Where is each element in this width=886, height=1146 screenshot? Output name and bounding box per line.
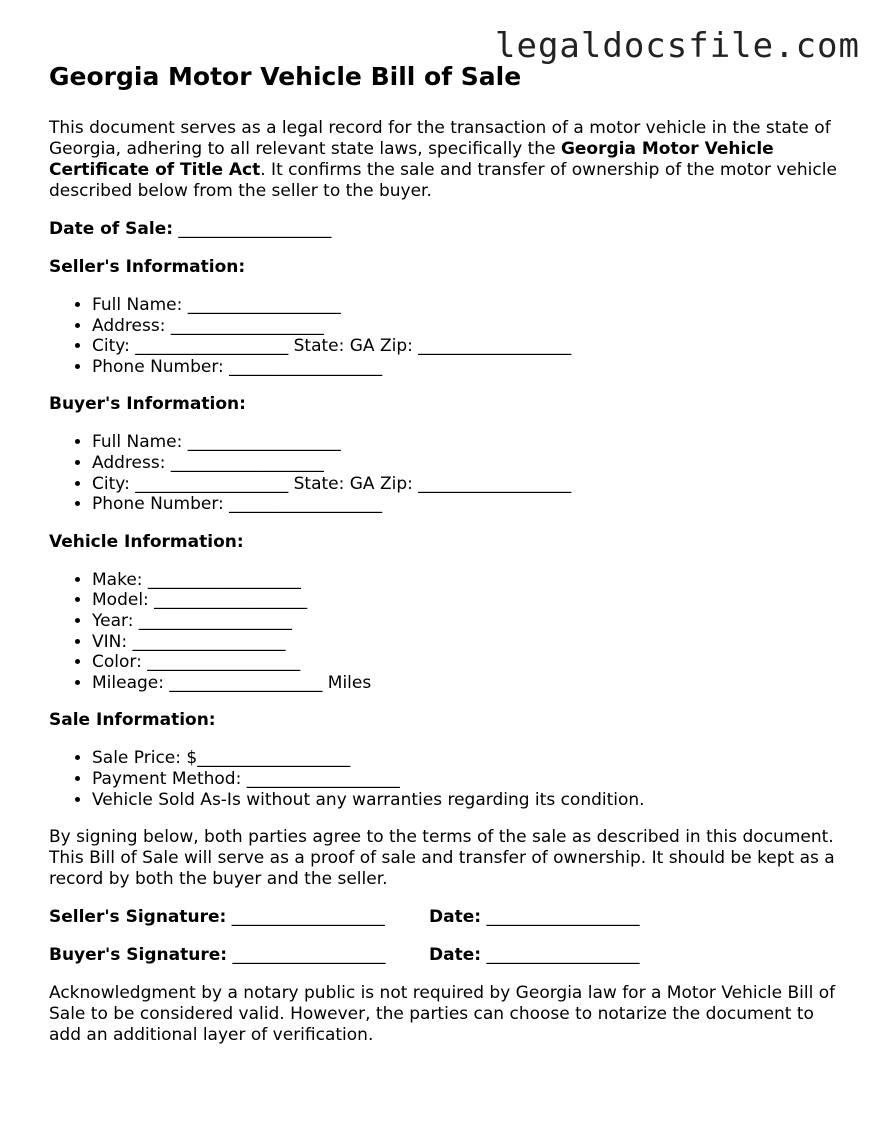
vehicle-vin: • VIN: __________________ [92,632,849,653]
seller-city-state-zip: • City: __________________ State: GA Zip: __________________ [92,336,849,357]
buyer-phone: • Phone Number: __________________ [92,494,849,515]
vehicle-model: • Model: __________________ [92,590,849,611]
buyer-signature-row [49,945,849,966]
sale-price: • Sale Price: $__________________ [92,748,849,769]
seller-list [49,295,849,377]
seller-heading: Seller's Information: [49,257,246,277]
seller-full-name: • Full Name: __________________ [92,295,849,316]
intro-act-name: Georgia Motor Vehicle Certificate of Title Act [49,139,774,180]
date-of-sale-line [49,219,849,240]
buyer-address: • Address: __________________ [92,453,849,474]
vehicle-make: • Make: __________________ [92,570,849,591]
vehicle-list [49,570,849,694]
buyer-city-state-zip: • City: __________________ State: GA Zip: __________________ [92,474,849,495]
intro-text-1: This document serves as a legal record for the transaction of a motor vehicle in the state of Georgia, adhering to all relevant state laws, specifically the [49,118,831,159]
date-of-sale-blank: __________________ [173,219,332,239]
seller-address: • Address: __________________ [92,316,849,337]
document-title: Georgia Motor Vehicle Bill of Sale [49,62,522,91]
sale-heading: Sale Information: [49,710,216,731]
notary-paragraph: Acknowledgment by a notary public is not required by Georgia law for a Motor Vehicle Bill of Sale to be considered valid. However, the parties can choose to notarize the document to add an additional layer of verification. [49,983,836,1046]
seller-date-label: Date: [429,907,482,928]
seller-signature-row [49,907,849,928]
intro-paragraph [49,118,849,202]
sale-list [49,748,849,810]
vehicle-year: • Year: __________________ [92,611,849,632]
buyer-list [49,432,849,514]
seller-signature-label: Seller's Signature: [49,907,227,928]
watermark: legaldocsfile.com [495,26,860,66]
buyer-signature-blank: __________________ [227,945,386,966]
seller-signature-blank: __________________ [226,907,385,928]
vehicle-mileage: • Mileage: __________________ Miles [92,673,849,694]
buyer-date-label: Date: [429,945,482,966]
document-page [49,60,849,1063]
agreement-paragraph: By signing below, both parties agree to the terms of the sale as described in this document. This Bill of Sale will serve as a proof of sale and transfer of ownership. It should be kept as a record by both the buyer and the seller. [49,827,835,890]
seller-phone: • Phone Number: __________________ [92,357,849,378]
as-is-clause: • Vehicle Sold As-Is without any warranties regarding its condition. [92,790,849,811]
vehicle-heading: Vehicle Information: [49,531,244,552]
vehicle-color: • Color: __________________ [92,652,849,673]
payment-method: • Payment Method: __________________ [92,769,849,790]
date-of-sale-label: Date of Sale: [49,219,174,239]
buyer-full-name: • Full Name: __________________ [92,432,849,453]
buyer-heading: Buyer's Information: [49,394,246,415]
buyer-signature-label: Buyer's Signature: [49,945,228,966]
intro-text-2: . It confirms the sale and transfer of ownership of the motor vehicle described below from the seller to the buyer. [49,160,837,201]
buyer-date-blank: __________________ [481,945,640,966]
seller-date-blank: __________________ [481,907,640,928]
